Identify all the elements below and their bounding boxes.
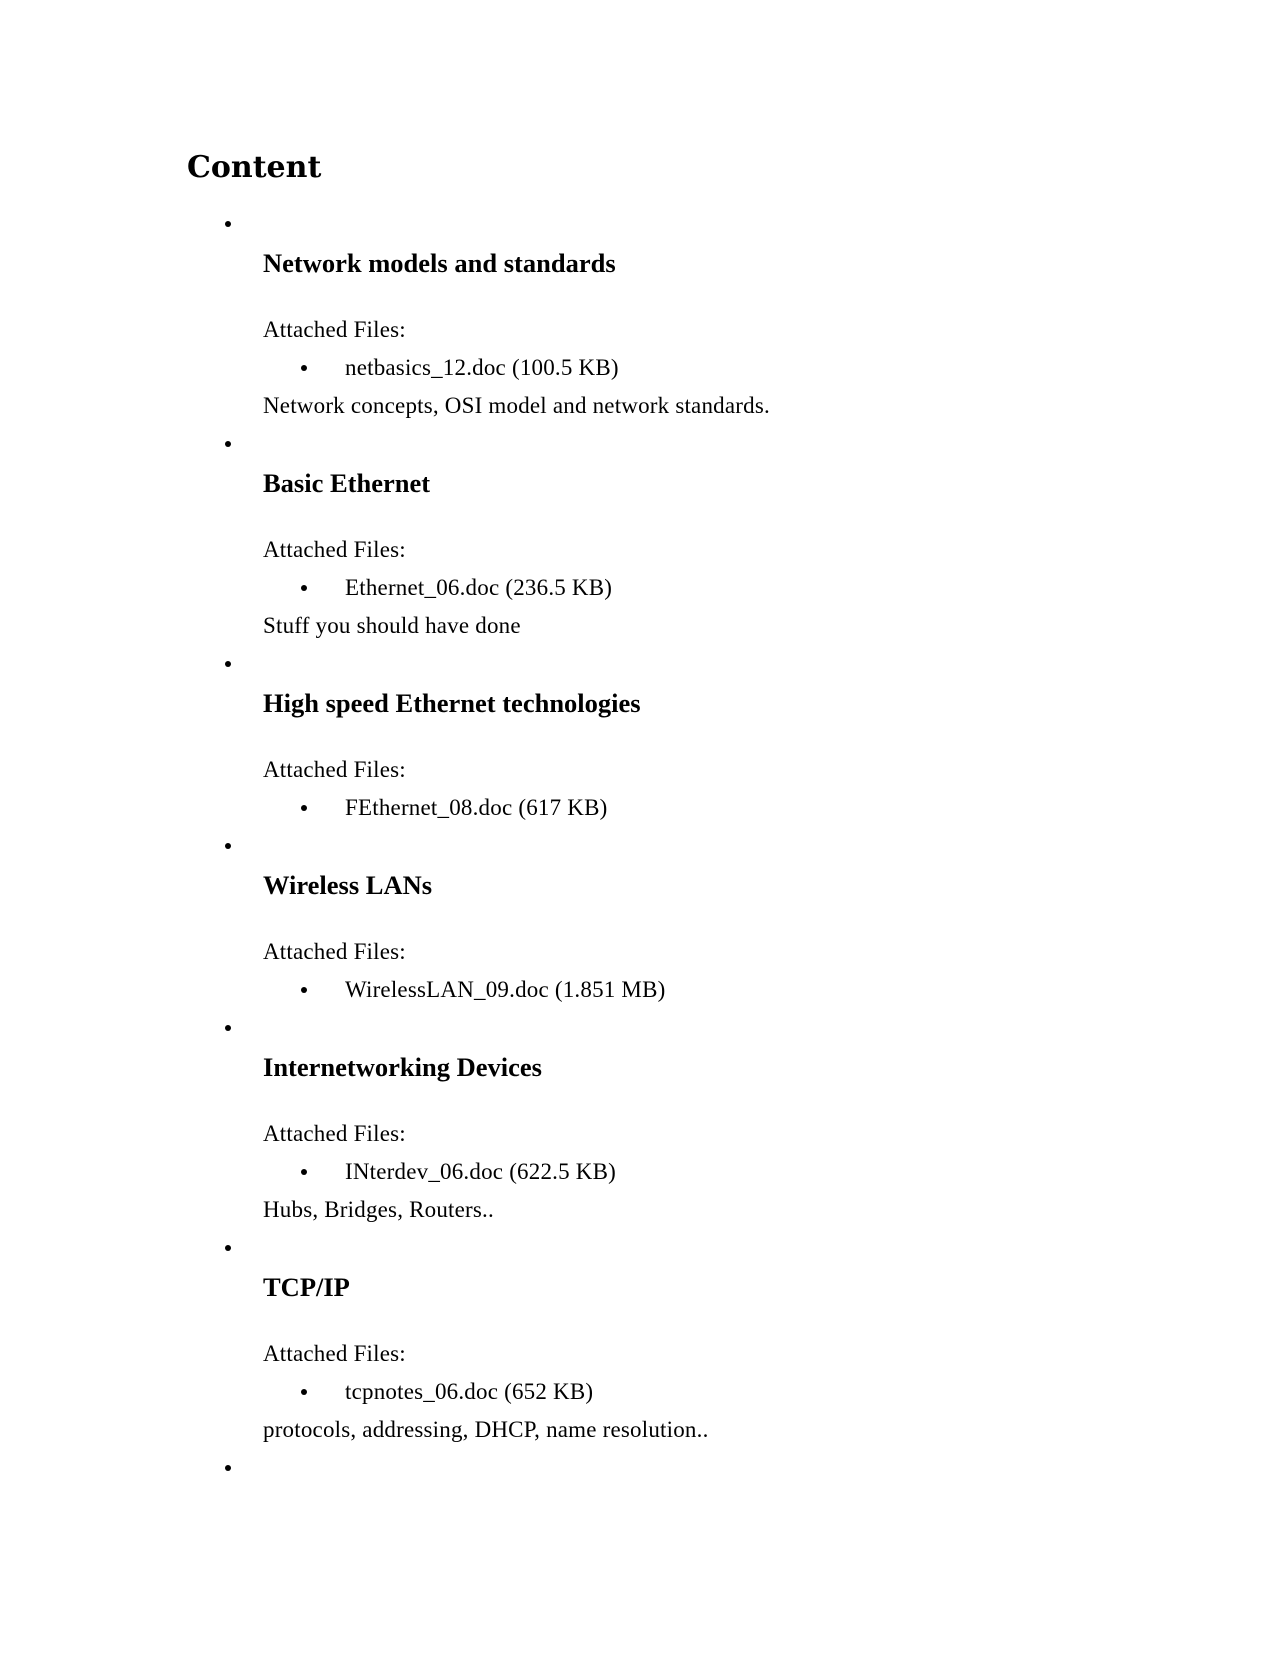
bullet-icon — [225, 661, 231, 667]
file-size: (652 KB) — [504, 1379, 594, 1404]
file-list — [0, 569, 1280, 607]
item-title: TCP/IP — [263, 1272, 350, 1302]
file-name[interactable]: WirelessLAN_09.doc — [345, 977, 549, 1002]
file-link[interactable] — [345, 971, 666, 1009]
bullet-icon — [301, 1169, 307, 1175]
content-item — [0, 827, 1280, 1009]
item-title: Wireless LANs — [263, 870, 433, 900]
attached-files-label: Attached Files: — [263, 1121, 406, 1146]
file-name[interactable]: netbasics_12.doc — [345, 355, 506, 380]
attached-files-label: Attached Files: — [263, 537, 406, 562]
bullet-icon — [225, 1245, 231, 1251]
attached-files-label: Attached Files: — [263, 757, 406, 782]
bullet-icon — [225, 1025, 231, 1031]
bullet-icon — [301, 585, 307, 591]
item-description: Network concepts, OSI model and network standards. — [263, 393, 770, 418]
file-item — [0, 971, 1280, 1009]
file-name[interactable]: INterdev_06.doc — [345, 1159, 504, 1184]
file-name[interactable]: tcpnotes_06.doc — [345, 1379, 499, 1404]
item-title: Network models and standards — [263, 248, 616, 278]
content-item — [0, 1009, 1280, 1229]
item-title: Basic Ethernet — [263, 468, 431, 498]
file-item — [0, 1153, 1280, 1191]
attached-files-label: Attached Files: — [263, 939, 406, 964]
attached-files-label: Attached Files: — [263, 317, 406, 342]
bullet-icon — [225, 221, 231, 227]
file-name[interactable]: FEthernet_08.doc — [345, 795, 513, 820]
item-description: Stuff you should have done — [263, 613, 521, 638]
content-list — [0, 205, 1280, 1487]
bullet-icon — [301, 1389, 307, 1395]
file-item — [0, 569, 1280, 607]
file-name[interactable]: Ethernet_06.doc — [345, 575, 500, 600]
bullet-icon — [301, 987, 307, 993]
item-title: Internetworking Devices — [263, 1052, 542, 1082]
bullet-icon — [225, 441, 231, 447]
file-list — [0, 789, 1280, 827]
file-link[interactable] — [345, 789, 607, 827]
file-size: (617 KB) — [518, 795, 608, 820]
file-item — [0, 349, 1280, 387]
file-size: (100.5 KB) — [511, 355, 619, 380]
page-title: Content — [187, 150, 322, 185]
file-list — [0, 1373, 1280, 1411]
item-title: High speed Ethernet technologies — [263, 688, 641, 718]
file-item — [0, 789, 1280, 827]
bullet-icon — [225, 1465, 231, 1471]
bullet-icon — [225, 843, 231, 849]
bullet-icon — [301, 365, 307, 371]
content-item — [0, 645, 1280, 827]
attached-files-label: Attached Files: — [263, 1341, 406, 1366]
item-description: Hubs, Bridges, Routers.. — [263, 1197, 494, 1222]
content-item-empty — [0, 1449, 1280, 1487]
content-item — [0, 205, 1280, 425]
file-size: (622.5 KB) — [509, 1159, 616, 1184]
file-size: (236.5 KB) — [505, 575, 613, 600]
file-list — [0, 971, 1280, 1009]
file-link[interactable] — [345, 569, 612, 607]
content-item — [0, 425, 1280, 645]
bullet-icon — [301, 805, 307, 811]
file-size: (1.851 MB) — [554, 977, 666, 1002]
file-link[interactable] — [345, 1153, 616, 1191]
file-list — [0, 1153, 1280, 1191]
file-link[interactable] — [345, 1373, 593, 1411]
content-item — [0, 1229, 1280, 1449]
file-list — [0, 349, 1280, 387]
file-link[interactable] — [345, 349, 619, 387]
item-description: protocols, addressing, DHCP, name resolution.. — [263, 1417, 709, 1442]
file-item — [0, 1373, 1280, 1411]
